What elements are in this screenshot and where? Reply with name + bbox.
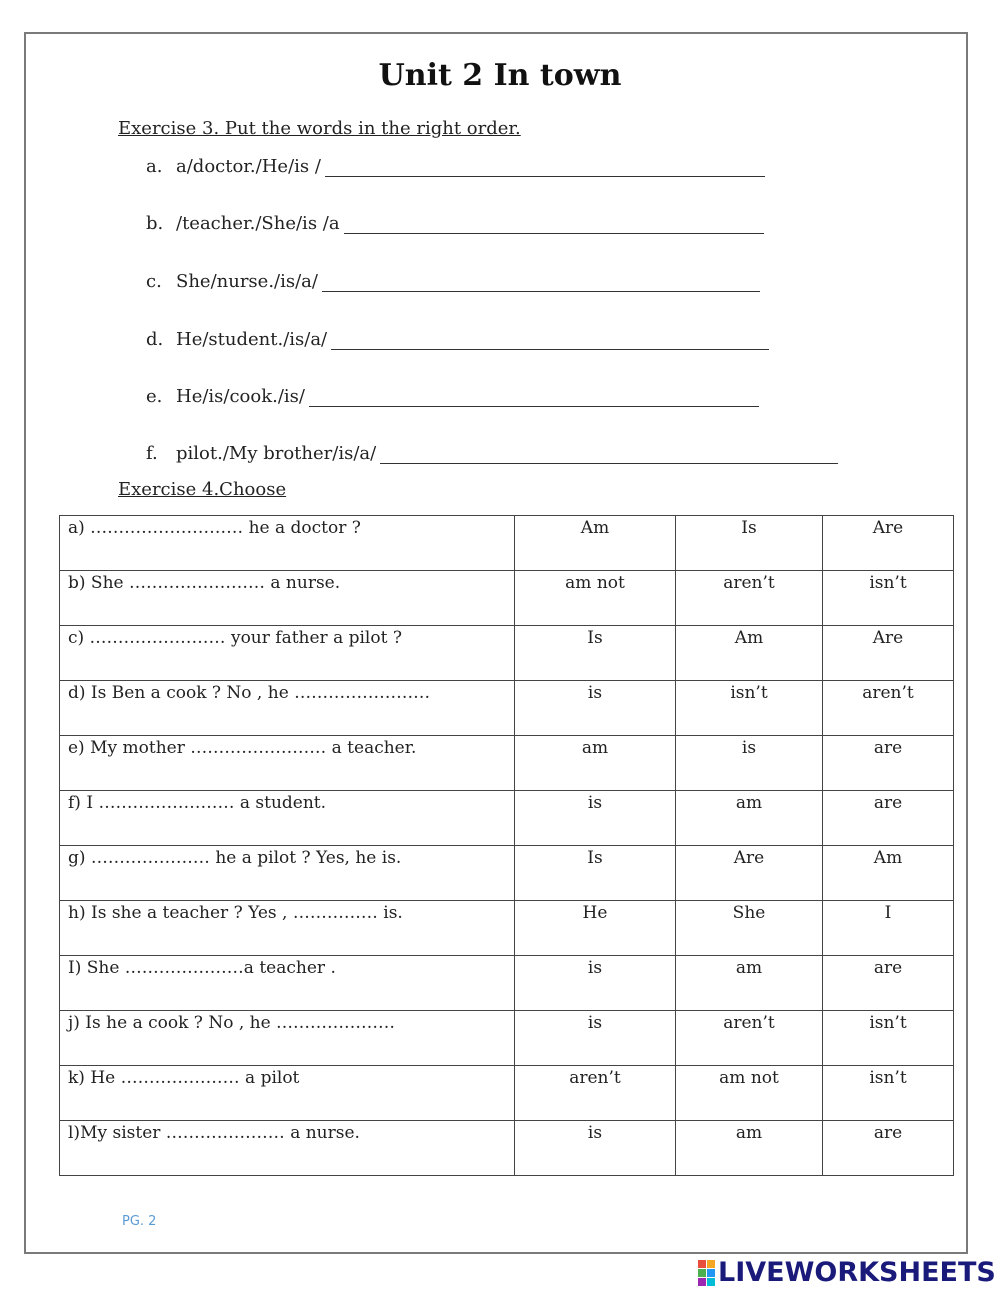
option-cell[interactable]: is [515,1011,676,1066]
option-cell[interactable]: He [515,901,676,956]
table-row [60,791,954,846]
answer-line[interactable] [380,445,838,464]
option-cell[interactable]: isn’t [823,1011,954,1066]
option-cell[interactable]: aren’t [676,571,823,626]
option-cell[interactable]: are [823,791,954,846]
question-cell: I) She …………………a teacher . [60,956,515,1011]
table-row [60,681,954,736]
question-cell: k) He ………………… a pilot [60,1066,515,1121]
answer-line[interactable] [322,273,760,292]
option-cell[interactable]: Am [676,626,823,681]
option-cell[interactable]: am not [515,571,676,626]
option-cell[interactable]: am [515,736,676,791]
item-words: a/doctor./He/is / [176,156,321,177]
table-row [60,846,954,901]
table-row [60,626,954,681]
word-order-item [146,329,769,350]
item-words: He/is/cook./is/ [176,386,305,407]
table-row [60,571,954,626]
item-letter: a. [146,156,163,177]
word-order-item [146,271,760,292]
question-cell: l)My sister ………………… a nurse. [60,1121,515,1176]
option-cell[interactable]: Are [823,516,954,571]
page-title: Unit 2 In town [378,58,622,93]
option-cell[interactable]: isn’t [823,571,954,626]
answer-line[interactable] [325,158,765,177]
question-cell: e) My mother …………………… a teacher. [60,736,515,791]
option-cell[interactable]: aren’t [676,1011,823,1066]
option-cell[interactable]: is [515,1121,676,1176]
item-letter: d. [146,329,164,350]
option-cell[interactable]: isn’t [676,681,823,736]
word-order-item [146,443,838,464]
table-row [60,956,954,1011]
table-row [60,1121,954,1176]
item-words: pilot./My brother/is/a/ [176,443,377,464]
item-letter: b. [146,213,164,234]
option-cell[interactable]: isn’t [823,1066,954,1121]
option-cell[interactable]: Are [676,846,823,901]
question-cell: d) Is Ben a cook ? No , he …………………… [60,681,515,736]
option-cell[interactable]: Is [515,626,676,681]
item-words: /teacher./She/is /a [176,213,340,234]
exercise-4-heading: Exercise 4.Choose [118,479,287,500]
word-order-item [146,386,759,407]
table-row [60,1066,954,1121]
question-cell: a) ……………………… he a doctor ? [60,516,515,571]
exercise-3-heading: Exercise 3. Put the words in the right order. [118,118,521,139]
option-cell[interactable]: am not [676,1066,823,1121]
question-cell: f) I …………………… a student. [60,791,515,846]
option-cell[interactable]: Am [515,516,676,571]
option-cell[interactable]: Is [676,516,823,571]
item-letter: f. [146,443,158,464]
option-cell[interactable]: am [676,1121,823,1176]
option-cell[interactable]: are [823,956,954,1011]
option-cell[interactable]: aren’t [823,681,954,736]
option-cell[interactable]: are [823,1121,954,1176]
option-cell[interactable]: is [515,956,676,1011]
option-cell[interactable]: She [676,901,823,956]
brand-name: LIVEWORKSHEETS [718,1257,996,1288]
option-cell[interactable]: I [823,901,954,956]
choose-table [59,515,954,1176]
table-row [60,1011,954,1066]
question-cell: c) …………………… your father a pilot ? [60,626,515,681]
option-cell[interactable]: am [676,956,823,1011]
logo-blocks-icon [698,1260,715,1286]
question-cell: g) ………………… he a pilot ? Yes, he is. [60,846,515,901]
answer-line[interactable] [344,215,764,234]
item-words: He/student./is/a/ [176,329,328,350]
page-number: PG. 2 [122,1214,157,1229]
option-cell[interactable]: am [676,791,823,846]
item-words: She/nurse./is/a/ [176,271,318,292]
item-letter: e. [146,386,163,407]
option-cell[interactable]: aren’t [515,1066,676,1121]
table-row [60,901,954,956]
item-letter: c. [146,271,162,292]
question-cell: b) She …………………… a nurse. [60,571,515,626]
option-cell[interactable]: Is [515,846,676,901]
option-cell[interactable]: Am [823,846,954,901]
word-order-item [146,156,765,177]
question-cell: j) Is he a cook ? No , he ………………… [60,1011,515,1066]
answer-line[interactable] [331,331,769,350]
liveworksheets-logo [698,1257,996,1288]
word-order-item [146,213,764,234]
option-cell[interactable]: is [676,736,823,791]
option-cell[interactable]: is [515,681,676,736]
option-cell[interactable]: is [515,791,676,846]
table-row [60,736,954,791]
option-cell[interactable]: Are [823,626,954,681]
option-cell[interactable]: are [823,736,954,791]
answer-line[interactable] [309,388,759,407]
table-row [60,516,954,571]
question-cell: h) Is she a teacher ? Yes , …………… is. [60,901,515,956]
